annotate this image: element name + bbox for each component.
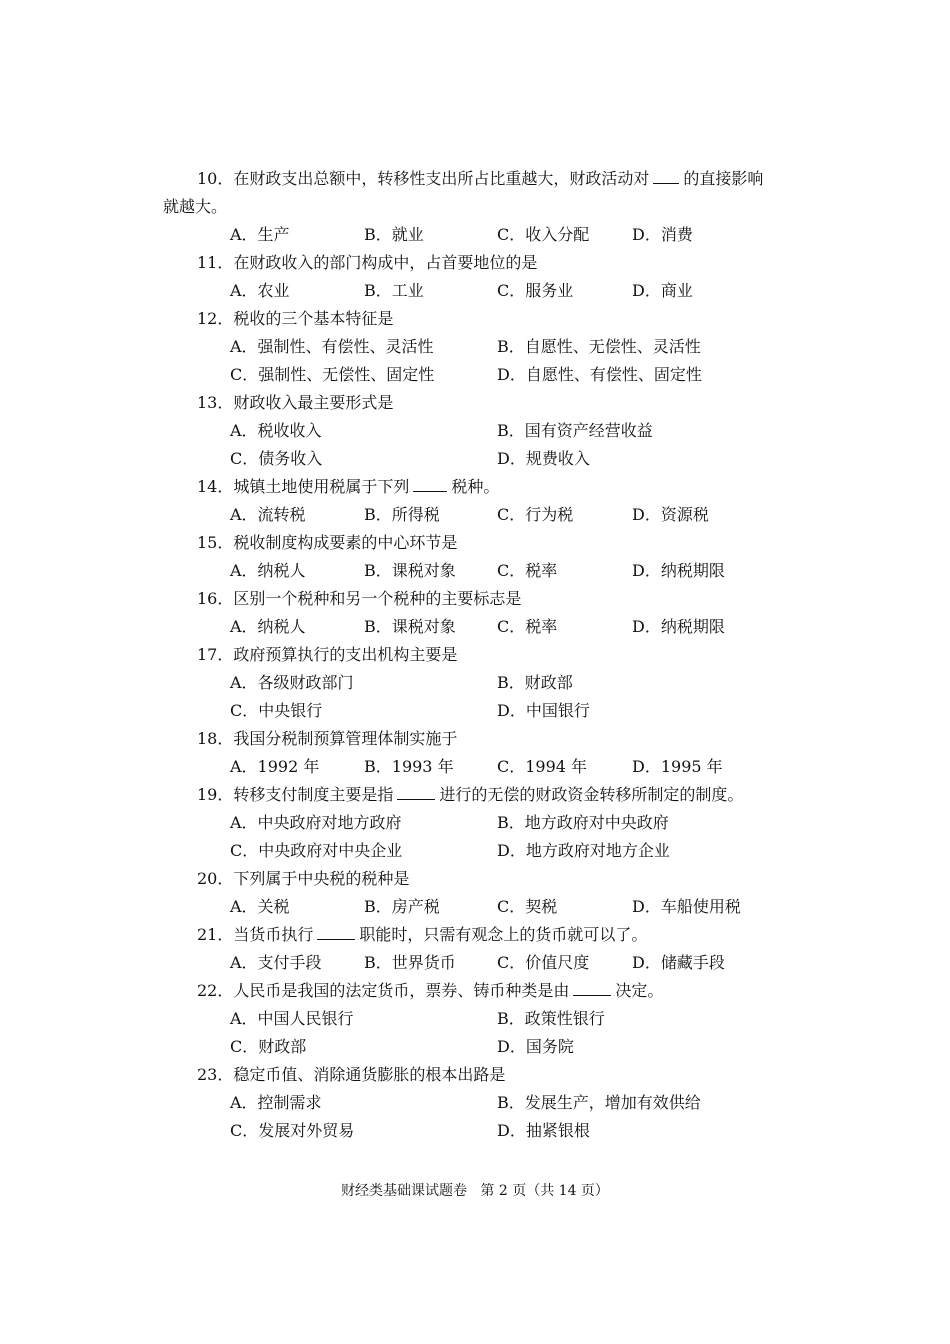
q23-option-a: A．控制需求 <box>230 1093 322 1112</box>
q23-option-b: B．发展生产，增加有效供给 <box>497 1093 701 1112</box>
q17-option-d: D．中国银行 <box>497 701 590 720</box>
q22-option-d: D．国务院 <box>497 1037 574 1056</box>
q13-option-c: C．债务收入 <box>230 449 323 468</box>
question-20-stem: 20．下列属于中央税的税种是 <box>197 869 410 888</box>
q16-option-c: C．税率 <box>497 617 558 636</box>
q19-option-b: B．地方政府对中央政府 <box>497 813 669 832</box>
q17-option-b: B．财政部 <box>497 673 573 692</box>
answer-blank <box>317 938 355 940</box>
q15-option-c: C．税率 <box>497 561 558 580</box>
q12-option-a: A．强制性、有偿性、灵活性 <box>230 337 434 356</box>
q20-option-b: B．房产税 <box>364 897 440 916</box>
question-14-stem-b: 税种。 <box>451 477 500 496</box>
question-21-stem-b: 职能时，只需有观念上的货币就可以了。 <box>359 925 648 944</box>
q18-option-d: D．1995 年 <box>632 757 723 776</box>
q21-option-d: D．储藏手段 <box>632 953 725 972</box>
q21-option-b: B．世界货币 <box>364 953 456 972</box>
q11-option-b: B．工业 <box>364 281 424 300</box>
question-11-stem: 11．在财政收入的部门构成中，占首要地位的是 <box>197 253 538 272</box>
question-19-stem <box>197 782 743 805</box>
question-21-stem <box>197 922 647 945</box>
q22-option-b: B．政策性银行 <box>497 1009 605 1028</box>
q21-option-c: C．价值尺度 <box>497 953 590 972</box>
question-18-stem: 18．我国分税制预算管理体制实施于 <box>197 729 458 748</box>
q17-option-c: C．中央银行 <box>230 701 323 720</box>
q21-option-a: A．支付手段 <box>230 953 322 972</box>
q23-option-c: C．发展对外贸易 <box>230 1121 355 1140</box>
q10-option-d: D．消费 <box>632 225 693 244</box>
q18-option-c: C．1994 年 <box>497 757 588 776</box>
answer-blank <box>413 490 447 492</box>
q14-option-b: B．所得税 <box>364 505 440 524</box>
page-footer: 财经类基础课试题卷 第 2 页（共 14 页） <box>341 1183 609 1199</box>
question-14-stem-a: 14．城镇土地使用税属于下列 <box>197 477 410 496</box>
q18-option-b: B．1993 年 <box>364 757 454 776</box>
answer-blank <box>397 798 435 800</box>
q23-option-d: D．抽紧银根 <box>497 1121 590 1140</box>
q12-option-c: C．强制性、无偿性、固定性 <box>230 365 435 384</box>
q14-option-c: C．行为税 <box>497 505 574 524</box>
q13-option-d: D．规费收入 <box>497 449 590 468</box>
question-17-stem: 17．政府预算执行的支出机构主要是 <box>197 645 458 664</box>
q22-option-c: C．财政部 <box>230 1037 307 1056</box>
q16-option-d: D．纳税期限 <box>632 617 725 636</box>
q15-option-b: B．课税对象 <box>364 561 456 580</box>
question-10-line1 <box>197 166 763 189</box>
question-22-stem <box>197 978 663 1001</box>
question-16-stem: 16．区别一个税种和另一个税种的主要标志是 <box>197 589 522 608</box>
q20-option-c: C．契税 <box>497 897 558 916</box>
answer-blank <box>653 182 679 184</box>
q13-option-a: A．税收收入 <box>230 421 322 440</box>
q10-option-c: C．收入分配 <box>497 225 590 244</box>
question-19-stem-b: 进行的无偿的财政资金转移所制定的制度。 <box>439 785 744 804</box>
answer-blank <box>573 994 611 996</box>
q19-option-c: C．中央政府对中央企业 <box>230 841 403 860</box>
q20-option-a: A．关税 <box>230 897 290 916</box>
question-13-stem: 13．财政收入最主要形式是 <box>197 393 394 412</box>
q10-option-a: A．生产 <box>230 225 290 244</box>
question-19-stem-a: 19．转移支付制度主要是指 <box>197 785 394 804</box>
question-15-stem: 15．税收制度构成要素的中心环节是 <box>197 533 458 552</box>
q18-option-a: A．1992 年 <box>230 757 320 776</box>
q15-option-d: D．纳税期限 <box>632 561 725 580</box>
q12-option-d: D．自愿性、有偿性、固定性 <box>497 365 702 384</box>
q11-option-a: A．农业 <box>230 281 290 300</box>
question-10-stem-a: 10．在财政支出总额中，转移性支出所占比重越大，财政活动对 <box>197 169 650 188</box>
question-12-stem: 12．税收的三个基本特征是 <box>197 309 394 328</box>
question-21-stem-a: 21．当货币执行 <box>197 925 314 944</box>
question-10-line2: 就越大。 <box>163 197 228 216</box>
q19-option-d: D．地方政府对地方企业 <box>497 841 670 860</box>
q10-option-b: B．就业 <box>364 225 424 244</box>
q14-option-d: D．资源税 <box>632 505 709 524</box>
q22-option-a: A．中国人民银行 <box>230 1009 354 1028</box>
question-14-stem <box>197 474 499 497</box>
q11-option-c: C．服务业 <box>497 281 574 300</box>
q16-option-a: A．纳税人 <box>230 617 306 636</box>
q20-option-d: D．车船使用税 <box>632 897 741 916</box>
question-23-stem: 23．稳定币值、消除通货膨胀的根本出路是 <box>197 1065 506 1084</box>
q14-option-a: A．流转税 <box>230 505 306 524</box>
question-22-stem-b: 决定。 <box>615 981 664 1000</box>
question-22-stem-a: 22．人民币是我国的法定货币，票券、铸币种类是由 <box>197 981 570 1000</box>
q15-option-a: A．纳税人 <box>230 561 306 580</box>
q17-option-a: A．各级财政部门 <box>230 673 354 692</box>
q11-option-d: D．商业 <box>632 281 693 300</box>
q12-option-b: B．自愿性、无偿性、灵活性 <box>497 337 701 356</box>
q16-option-b: B．课税对象 <box>364 617 456 636</box>
q13-option-b: B．国有资产经营收益 <box>497 421 653 440</box>
q19-option-a: A．中央政府对地方政府 <box>230 813 402 832</box>
question-10-stem-b: 的直接影响 <box>683 169 764 188</box>
